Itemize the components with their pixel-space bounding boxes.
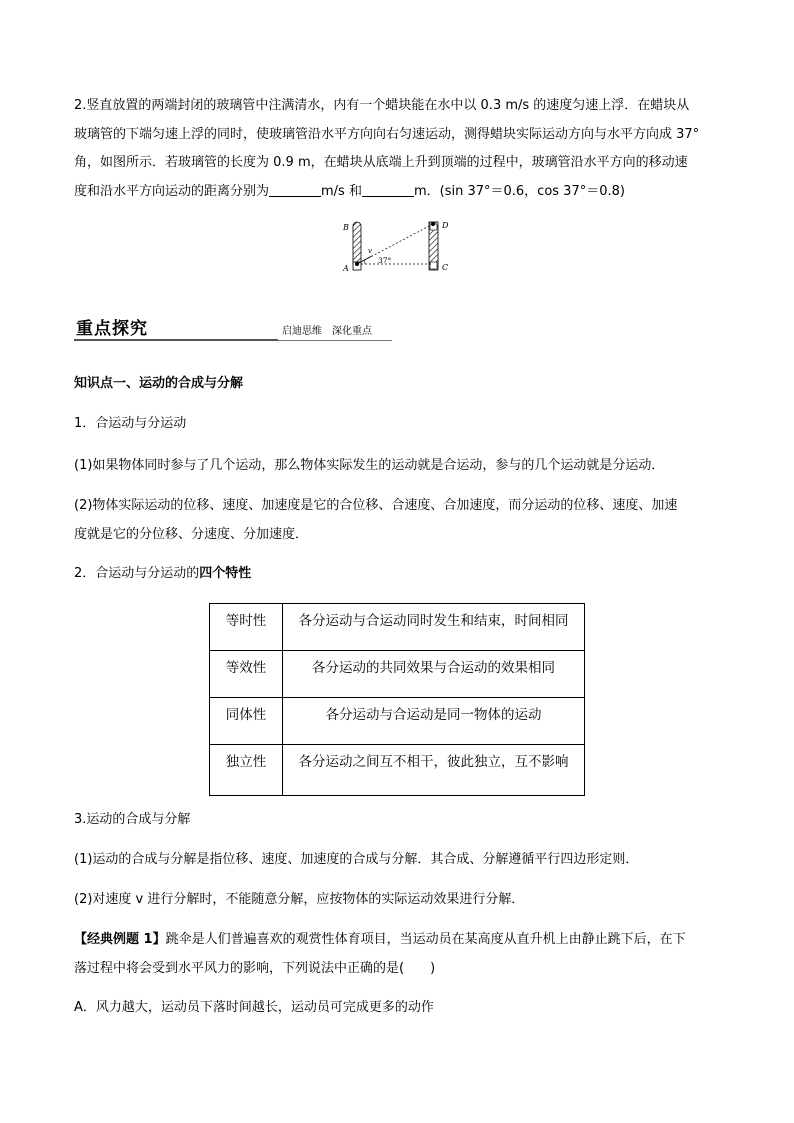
problem-2-line-4-c: m．(sin 37°＝0.6，cos 37°＝0.8) <box>413 183 625 199</box>
answer-blank-speed[interactable] <box>269 182 321 197</box>
example-1-option-a[interactable]: A．风力越大，运动员下落时间越长，运动员可完成更多的动作 <box>74 1000 434 1015</box>
example-1 <box>74 926 724 983</box>
item-3-title: 3.运动的合成与分解 <box>74 812 191 827</box>
table-row <box>210 604 585 651</box>
properties-table <box>209 603 585 796</box>
item-1-para-2 <box>74 492 724 549</box>
property-desc: 各分运动与合运动同时发生和结束，时间相同 <box>283 604 585 651</box>
label-a: A <box>343 264 349 273</box>
item-1-para-1: (1)如果物体同时参与了几个运动，那么物体实际发生的运动就是合运动，参与的几个运动就是分运动． <box>74 458 665 473</box>
item-2-title-b: 四个特性 <box>199 566 252 581</box>
item-3-para-1: (1)运动的合成与分解是指位移、速度、加速度的合成与分解．其合成、分解遵循平行四边形定则． <box>74 852 639 867</box>
wax-block-end <box>431 222 435 226</box>
property-name: 等时性 <box>210 604 283 651</box>
label-angle: 37° <box>378 256 392 265</box>
section-subtitle: 启迪思维 深化重点 <box>282 326 372 337</box>
problem-2-line-4-a: 度和沿水平方向运动的距离分别为 <box>74 183 270 199</box>
item-2-title-a: 2．合运动与分运动的 <box>74 566 200 581</box>
item-1-para-2-line-1: (2)物体实际运动的位移、速度、加速度是它的合位移、合速度、合加速度，而分运动的位移、速度、加速 <box>74 498 678 513</box>
section-title: 重点探究 <box>76 319 148 339</box>
property-desc: 各分运动之间互不相干，彼此独立，互不影响 <box>283 745 585 796</box>
section-rule-thin <box>278 340 392 341</box>
section-header <box>74 312 392 342</box>
problem-2-line-4 <box>74 178 724 207</box>
item-1-para-2-line-2: 度就是它的分位移、分速度、分加速度． <box>74 526 309 542</box>
property-name: 独立性 <box>210 745 283 796</box>
item-3-para-2: (2)对速度 v 进行分解时，不能随意分解，应按物体的实际运动效果进行分解． <box>74 892 525 907</box>
label-d: D <box>442 221 449 230</box>
right-tube <box>429 222 438 270</box>
problem-2 <box>74 92 724 206</box>
example-1-tag: 【经典例题 1】 <box>74 932 166 947</box>
problem-2-line-1: 2.竖直放置的两端封闭的玻璃管中注满清水，内有一个蜡块能在水中以 0.3 m/s 的速度匀速上浮．在蜡块从 <box>74 98 690 113</box>
property-desc: 各分运动的共同效果与合运动的效果相同 <box>283 651 585 698</box>
table-row <box>210 745 585 796</box>
table-row <box>210 651 585 698</box>
example-1-text-1: 跳伞是人们普遍喜欢的观赏性体育项目，当运动员在某高度从直升机上由静止跳下后，在下 <box>165 932 686 947</box>
section-rule <box>74 339 278 341</box>
problem-2-line-4-b: m/s 和 <box>321 183 362 199</box>
table-row <box>210 698 585 745</box>
label-c: C <box>442 263 449 272</box>
problem-2-line-3: 角，如图所示．若玻璃管的长度为 0.9 m，在蜡块从底端上升到顶端的过程中，玻璃管沿水平方向的移动速 <box>74 155 688 170</box>
wax-block-start <box>355 262 359 266</box>
example-1-line-1 <box>74 926 724 955</box>
example-1-line-2: 落过程中将会受到水平风力的影响，下列说法中正确的是( ) <box>74 960 436 976</box>
property-desc: 各分运动与合运动是同一物体的运动 <box>283 698 585 745</box>
property-name: 等效性 <box>210 651 283 698</box>
item-2-title <box>74 560 724 589</box>
answer-blank-distance[interactable] <box>362 182 414 197</box>
glass-tube-figure <box>340 216 460 276</box>
item-1-title: 1．合运动与分运动 <box>74 416 187 431</box>
label-b: B <box>343 223 349 232</box>
property-name: 同体性 <box>210 698 283 745</box>
knowledge-heading: 知识点一、运动的合成与分解 <box>74 376 244 391</box>
label-v: v <box>368 247 372 255</box>
problem-2-line-2: 玻璃管的下端匀速上浮的同时，使玻璃管沿水平方向向右匀速运动，测得蜡块实际运动方向与水平方向成 37° <box>74 126 700 142</box>
